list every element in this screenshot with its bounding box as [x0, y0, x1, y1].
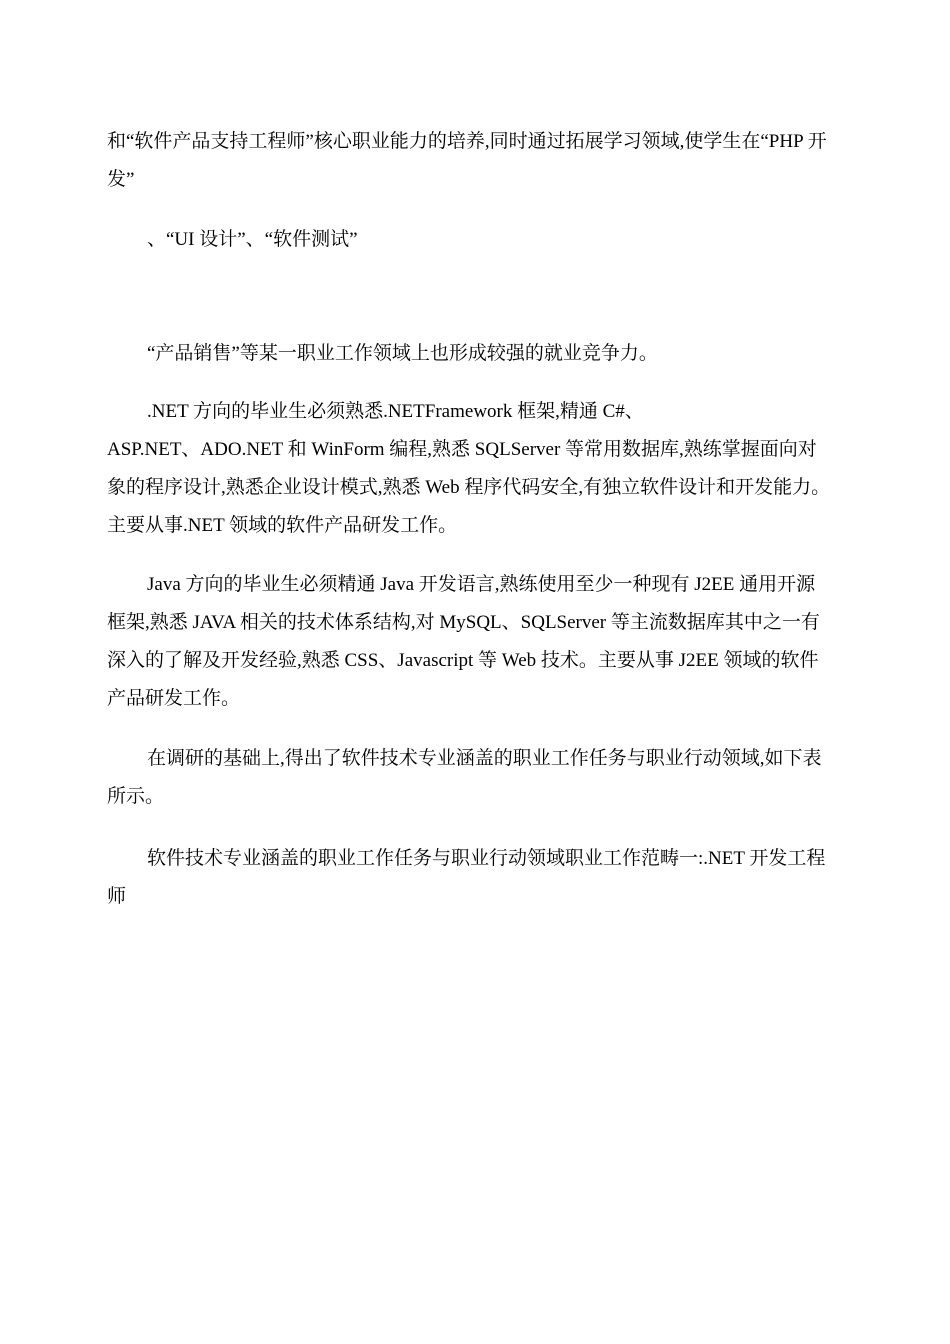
- text-line: ASP.NET、ADO.NET 和 WinForm 编程,熟悉 SQLServer 等常用数据库,熟练掌握面向对: [107, 439, 817, 460]
- paragraph-sales: [107, 335, 842, 373]
- text-line: 象的程序设计,熟悉企业设计模式,熟悉 Web 程序代码安全,有独立软件设计和开发能力。: [107, 477, 831, 498]
- paragraph-core-abilities: [107, 123, 842, 199]
- text-line: 师: [107, 886, 127, 907]
- paragraph-java-direction: [107, 566, 842, 718]
- text-line: .NET 方向的毕业生必须熟悉.NETFramework 框架,精通 C#、: [147, 401, 644, 422]
- text-line: 发”: [107, 169, 135, 190]
- paragraph-dotnet-direction: [107, 393, 842, 545]
- paragraph-research-summary: [107, 740, 842, 816]
- text-line: 软件技术专业涵盖的职业工作任务与职业行动领域职业工作范畴一:.NET 开发工程: [147, 848, 826, 869]
- text-line: “产品销售”等某一职业工作领域上也形成较强的就业竞争力。: [147, 343, 658, 364]
- text-line: 产品研发工作。: [107, 688, 241, 709]
- text-line: 在调研的基础上,得出了软件技术专业涵盖的职业工作任务与职业行动领域,如下表: [147, 748, 822, 769]
- text-line: 主要从事.NET 领域的软件产品研发工作。: [107, 515, 458, 536]
- text-line: 深入的了解及开发经验,熟悉 CSS、Javascript 等 Web 技术。主要从事 J2EE 领域的软件: [107, 650, 819, 671]
- text-line: 、“UI 设计”、“软件测试”: [147, 229, 358, 250]
- paragraph-table-caption: [107, 840, 842, 916]
- text-line: Java 方向的毕业生必须精通 Java 开发语言,熟练使用至少一种现有 J2EE 通用开源: [147, 574, 816, 595]
- text-line: 和“软件产品支持工程师”核心职业能力的培养,同时通过拓展学习领域,使学生在“PHP 开: [107, 131, 827, 152]
- text-line: 框架,熟悉 JAVA 相关的技术体系结构,对 MySQL、SQLServer 等主流数据库其中之一有: [107, 612, 820, 633]
- text-line: 所示。: [107, 786, 165, 807]
- paragraph-fields-list: [107, 221, 842, 259]
